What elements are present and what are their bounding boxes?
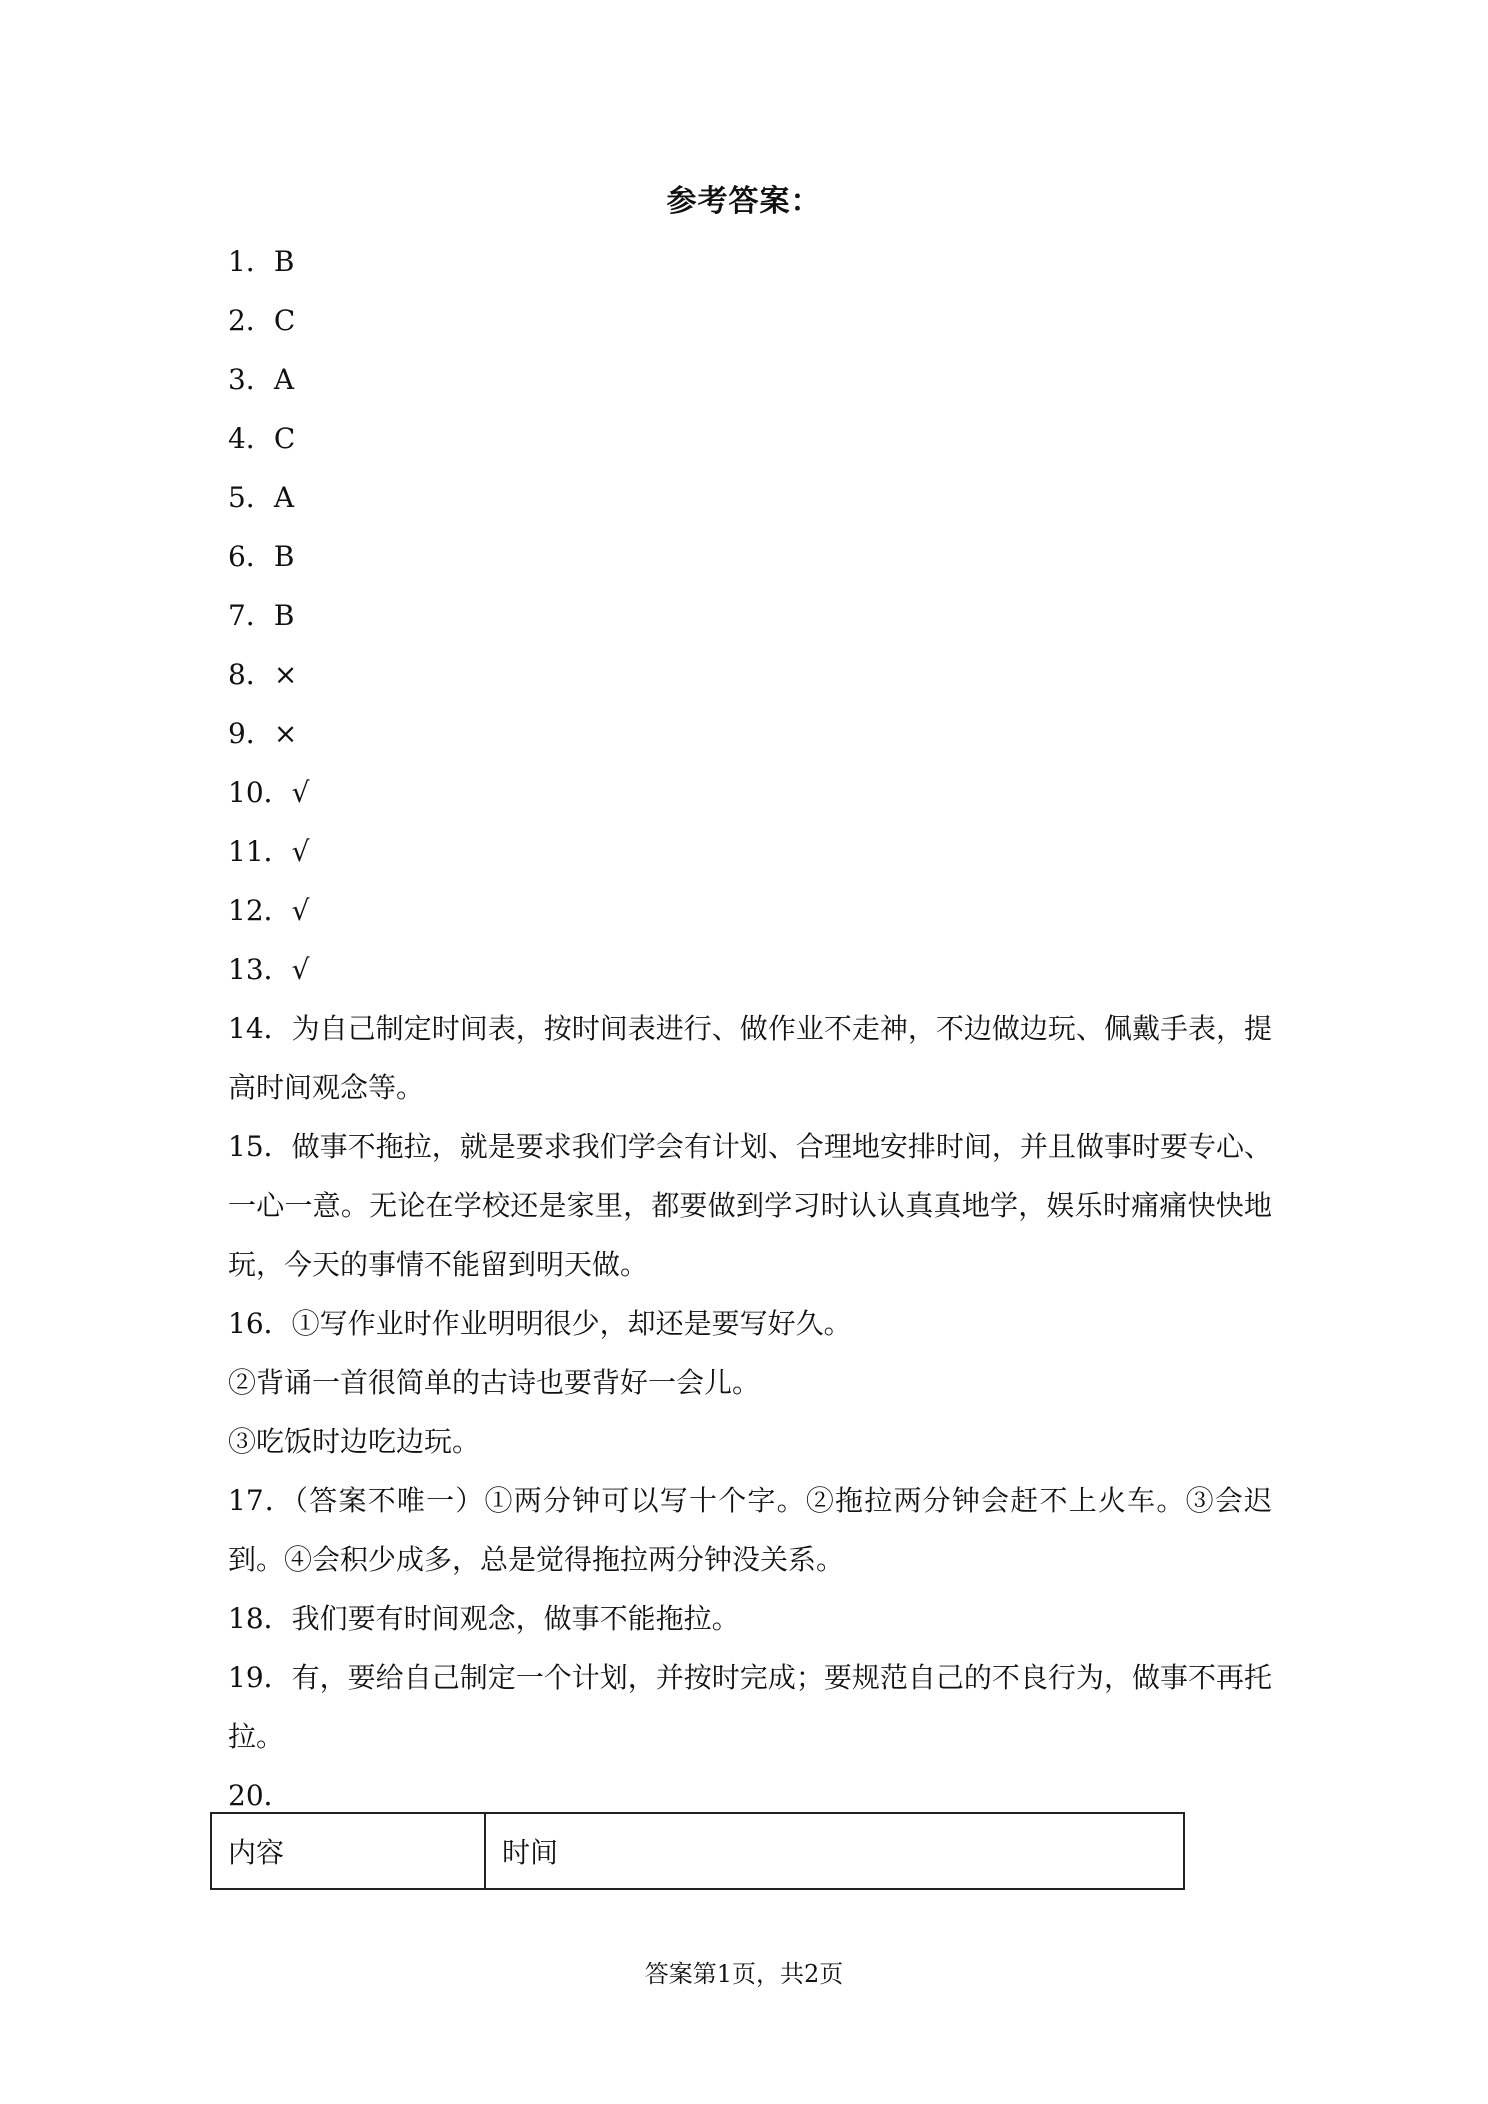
answer-item: 11．√ — [228, 835, 310, 868]
schedule-table — [210, 1812, 1185, 1890]
answer-item: 2．C — [228, 304, 296, 337]
answer-paragraph: 18．我们要有时间观念，做事不能拖拉。 — [228, 1602, 740, 1635]
answer-paragraph: 14．为自己制定时间表，按时间表进行、做作业不走神，不边做边玩、佩戴手表，提高时间观念等。 — [228, 1012, 1272, 1104]
answer-paragraph: 19．有，要给自己制定一个计划，并按时完成；要规范自己的不良行为，做事不再托拉。 — [228, 1661, 1272, 1753]
page-title: 参考答案： — [666, 184, 822, 219]
page-footer: 答案第1页，共2页 — [644, 1960, 844, 1988]
answer-paragraph: ②背诵一首很简单的古诗也要背好一会儿。 — [228, 1366, 761, 1399]
answer-list — [228, 232, 1272, 1825]
answer-paragraph: ③吃饭时边吃边玩。 — [228, 1425, 481, 1458]
answer-item: 1．B — [228, 245, 295, 278]
answer-item: 13．√ — [228, 953, 310, 986]
table-row — [211, 1813, 1184, 1889]
answer-item: 5．A — [228, 481, 295, 514]
table-header-time: 时间 — [485, 1813, 1184, 1889]
answer-item: 9．× — [228, 717, 298, 750]
answer-paragraph: 16．①写作业时作业明明很少，却还是要写好久。 — [228, 1307, 852, 1340]
answer-item: 10．√ — [228, 776, 310, 809]
answer-item: 4．C — [228, 422, 296, 455]
answer-paragraph: 15．做事不拖拉，就是要求我们学会有计划、合理地安排时间，并且做事时要专心、一心一意。无论在学校还是家里，都要做到学习时认认真真地学，娱乐时痛痛快快地玩，今天的事情不能留到明天做。 — [228, 1130, 1272, 1281]
table-header-content: 内容 — [211, 1813, 485, 1889]
answer-item: 6．B — [228, 540, 295, 573]
answer-item: 12．√ — [228, 894, 310, 927]
answer-paragraph: 17．（答案不唯一）①两分钟可以写十个字。②拖拉两分钟会赶不上火车。③会迟到。④会积少成多，总是觉得拖拉两分钟没关系。 — [228, 1484, 1272, 1576]
answer-item: 8．× — [228, 658, 298, 691]
answer-item: 3．A — [228, 363, 295, 396]
answer-paragraph: 20． — [228, 1779, 292, 1812]
answer-item: 7．B — [228, 599, 295, 632]
